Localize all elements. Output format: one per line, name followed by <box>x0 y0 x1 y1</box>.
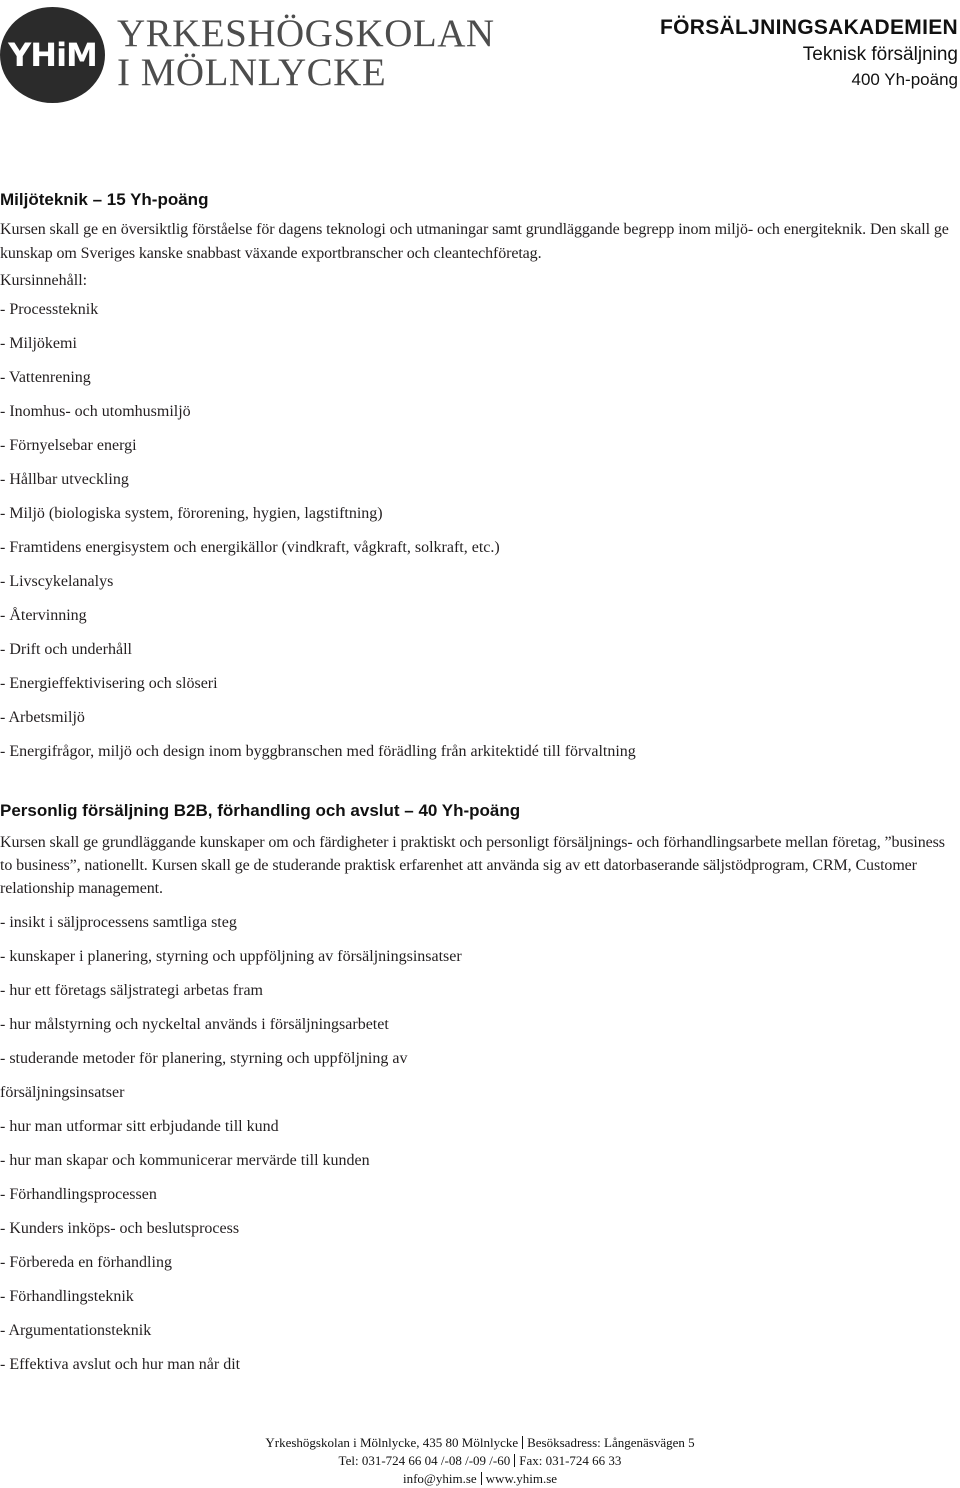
list-item: - studerande metoder för planering, styrning och uppföljning av <box>0 1050 408 1067</box>
list-item: - Förhandlingsteknik <box>0 1288 134 1305</box>
footer-line-contact <box>0 1470 960 1488</box>
footer-visit-address: Besöksadress: Långenäsvägen 5 <box>527 1435 695 1450</box>
school-logo <box>0 7 105 103</box>
footer-org: Yrkeshögskolan i Mölnlycke, 435 80 Mölnlycke <box>265 1435 519 1450</box>
page-footer <box>0 1434 960 1488</box>
list-item: - Återvinning <box>0 607 87 624</box>
program-credits: 400 Yh-poäng <box>851 70 958 89</box>
course-description: Kursen skall ge en översiktlig förståelse för dagens teknologi och utmaningar samt grundläggande begrepp inom miljö- och energiteknik. Den skall ge kunskap om Sveriges kanske snabbast växande exportbranscher och cleantechföretag. <box>0 221 949 262</box>
list-item: - Drift och underhåll <box>0 641 132 658</box>
list-item: - Processteknik <box>0 301 99 318</box>
footer-fax: Fax: 031-724 66 33 <box>519 1453 622 1468</box>
list-item: - hur ett företags säljstrategi arbetas fram <box>0 982 263 999</box>
course-content-list <box>0 293 958 769</box>
list-item: - Effektiva avslut och hur man når dit <box>0 1356 241 1373</box>
footer-email[interactable]: info@yhim.se <box>402 1471 477 1486</box>
school-name <box>117 14 495 92</box>
school-name-line2: I MÖLNLYCKE <box>117 51 387 94</box>
list-item: - Kunders inköps- och beslutsprocess <box>0 1220 240 1237</box>
course-content-list <box>0 906 958 1382</box>
document-body <box>0 186 958 1382</box>
list-item: - Förnyelsebar energi <box>0 437 137 454</box>
program-subtitle: Teknisk försäljning <box>802 44 958 65</box>
program-title: FÖRSÄLJNINGSAKADEMIEN <box>660 16 958 39</box>
program-info <box>660 14 958 92</box>
course-section-b2b <box>0 797 958 1382</box>
course-section-miljoteknik <box>0 186 958 769</box>
list-item: - Energieffektivisering och slöseri <box>0 675 218 692</box>
logo-mark: YHiM <box>8 36 97 74</box>
list-item: - hur målstyrning och nyckeltal används i försäljningsarbetet <box>0 1016 389 1033</box>
list-item: - Arbetsmiljö <box>0 709 85 726</box>
list-item: - Argumentationsteknik <box>0 1322 152 1339</box>
footer-separator <box>481 1472 482 1485</box>
list-item: - Vattenrening <box>0 369 91 386</box>
list-item: - Miljökemi <box>0 335 77 352</box>
footer-separator <box>514 1454 515 1467</box>
footer-separator <box>522 1436 523 1449</box>
course-heading: Miljöteknik – 15 Yh-poäng <box>0 190 209 209</box>
footer-line-phone <box>0 1452 960 1470</box>
list-item: försäljningsinsatser <box>0 1084 125 1101</box>
list-item: - kunskaper i planering, styrning och uppföljning av försäljningsinsatser <box>0 948 462 965</box>
list-item: - Energifrågor, miljö och design inom byggbranschen med förädling från arkitektidé till förvaltning <box>0 743 636 760</box>
list-item: - Livscykelanalys <box>0 573 114 590</box>
list-item: - Inomhus- och utomhusmiljö <box>0 403 191 420</box>
course-content-label: Kursinnehåll: <box>0 272 88 289</box>
course-description: Kursen skall ge grundläggande kunskaper om och färdigheter i praktiskt och personligt försäljnings- och förhandlingsarbete mellan företag, ”business to business”, nationellt. Kursen skall ge de studerande praktisk erfarenhet att använda sig av ett datorbaserande säljstödprogram, CRM, Customer relationship management. <box>0 834 945 897</box>
list-item: - insikt i säljprocessens samtliga steg <box>0 914 237 931</box>
footer-line-address <box>0 1434 960 1452</box>
list-item: - Miljö (biologiska system, förorening, hygien, lagstiftning) <box>0 505 383 522</box>
school-name-line1: YRKESHÖGSKOLAN <box>117 12 495 55</box>
list-item: - hur man utformar sitt erbjudande till kund <box>0 1118 279 1135</box>
page-header <box>0 0 960 110</box>
footer-web[interactable]: www.yhim.se <box>485 1471 558 1486</box>
list-item: - Framtidens energisystem och energikällor (vindkraft, vågkraft, solkraft, etc.) <box>0 539 500 556</box>
list-item: - Hållbar utveckling <box>0 471 129 488</box>
list-item: - Förhandlingsprocessen <box>0 1186 157 1203</box>
list-item: - Förbereda en förhandling <box>0 1254 172 1271</box>
footer-tel: Tel: 031-724 66 04 /-08 /-09 /-60 <box>338 1453 511 1468</box>
list-item: - hur man skapar och kommunicerar mervärde till kunden <box>0 1152 370 1169</box>
course-heading: Personlig försäljning B2B, förhandling och avslut – 40 Yh-poäng <box>0 801 521 820</box>
